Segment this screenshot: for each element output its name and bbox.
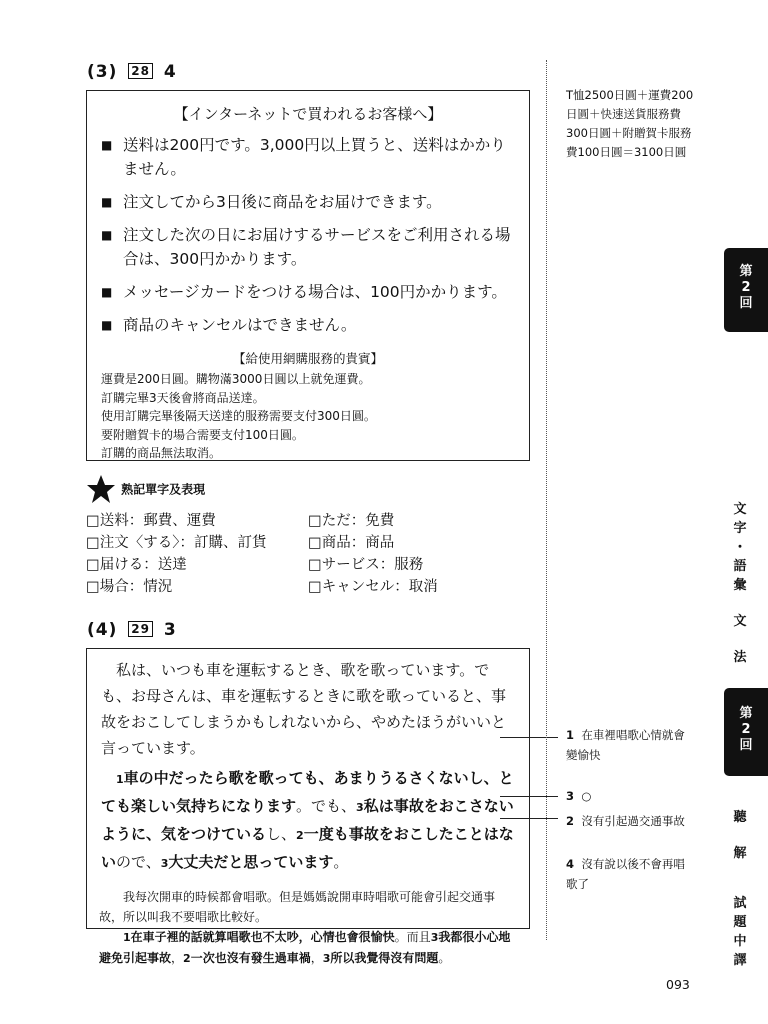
vocab-list-right — [308, 510, 438, 598]
translation-text: 運費是200日圓。購物滿3000日圓以上就免運費。 訂購完畢3天後會將商品送達。 使用訂購完畢後隔天送達的服務需要支付300日圓。 要附贈賀卡的場合需要支付100日圓。 訂購的商品無法取消。 — [101, 372, 376, 460]
tab-round2-reading[interactable]: 第 2 回 — [724, 248, 768, 332]
vocab-title: 熟記單字及表現 — [121, 482, 206, 497]
passage-paragraph: 1車の中だったら歌を歌っても、あまりうるさくないし、とても楽しい気持ちになります。でも、3私は事故をおこさないように、気をつけているし、2一度も事故をおこしたことはないので、3大丈夫だと思っています。 — [101, 769, 514, 871]
side-note: T恤2500日圓＋運費200日圓＋快速送貨服務費300日圓＋附贈賀卡服務費100日圓＝3100日圓 — [566, 88, 694, 159]
annotation-3: 3 ○ — [566, 789, 592, 803]
question-number: 29 — [128, 621, 153, 637]
passage-text — [101, 657, 515, 877]
annotation-2: 2 沒有引起過交通事故 — [566, 814, 685, 828]
vocab-item: □商品：商品 — [308, 535, 395, 551]
list-item: ■ 送料は200円です。3,000円以上買うと、送料はかかりません。 — [95, 133, 519, 181]
notice-box — [86, 90, 530, 461]
answer-number: 4 — [163, 62, 177, 82]
notice-title: 【インターネットで買われるお客様へ】 — [173, 105, 443, 123]
bullet-icon: ■ — [101, 228, 113, 242]
list-item: ■ 商品のキャンセルはできません。 — [95, 313, 519, 337]
notice-list — [95, 133, 519, 337]
vocab-item: □場合：情況 — [86, 579, 173, 595]
vocab-list-left — [86, 510, 266, 598]
bullet-icon: ■ — [101, 285, 113, 299]
tab-moji-goi[interactable]: 文 字 ・ 語 彙 — [733, 502, 747, 593]
section4-heading — [87, 620, 177, 640]
translation-text: 我每次開車的時候都會唱歌。但是媽媽說開車時唱歌可能會引起交通事故，所以叫我不要唱歌比較好。 1在車子裡的話就算唱歌也不太吵，心情也會很愉快。而且3我都很小心地避免引起事故，2一次也沒有發生過車禍，3所以我覺得沒有問題。 — [99, 890, 511, 965]
tab-bunpo[interactable]: 文 法 — [733, 614, 747, 665]
vocab-item: □送料：郵費、運費 — [86, 513, 216, 529]
answer-number: 3 — [163, 620, 177, 640]
passage-box — [86, 648, 530, 965]
tab-choukai[interactable]: 聽 解 — [733, 810, 747, 861]
tab-round2-listening[interactable]: 第 2 回 — [724, 688, 768, 776]
section4-label: (4) — [87, 620, 118, 640]
annotation-1: 1 在車裡唱歌心情就會變愉快 — [566, 728, 685, 762]
bullet-icon: ■ — [101, 195, 113, 209]
star-icon — [86, 474, 116, 504]
vocab-item: □キャンセル：取消 — [308, 579, 438, 595]
section3-label: (3) — [87, 62, 118, 82]
connector-line — [500, 796, 558, 797]
section3-heading — [87, 62, 177, 82]
column-divider — [546, 60, 547, 940]
passage-paragraph: 私は、いつも車を運転するとき、歌を歌っています。でも、お母さんは、車を運転するときに歌を歌っていると、事故をおこしてしまうかもしれないから、やめたほうがいいと言っています。 — [101, 661, 507, 757]
bullet-icon: ■ — [101, 318, 113, 332]
annotation-4: 4 沒有說以後不會再唱歌了 — [566, 857, 685, 891]
vocab-item: □届ける：送達 — [86, 557, 187, 573]
vocab-item: □注文〈する〉：訂購、訂貨 — [86, 535, 267, 551]
connector-line — [500, 818, 558, 819]
vocab-item: □サービス：服務 — [308, 557, 424, 573]
question-number: 28 — [128, 63, 153, 79]
translation-title: 【給使用網購服務的貴賓】 — [232, 351, 383, 366]
vocab-header — [86, 474, 205, 504]
list-item: ■ 注文してから3日後に商品をお届けできます。 — [95, 190, 519, 214]
list-item: ■ メッセージカードをつける場合は、100円かかります。 — [95, 280, 519, 304]
page-number: 093 — [666, 977, 690, 992]
connector-line — [500, 737, 558, 738]
vocab-item: □ただ：免費 — [308, 513, 395, 529]
list-item: ■ 注文した次の日にお届けするサービスをご利用される場合は、300円かかります。 — [95, 223, 519, 271]
bullet-icon: ■ — [101, 138, 113, 152]
tab-shiken-chuyaku[interactable]: 試 題 中 譯 — [733, 896, 747, 968]
